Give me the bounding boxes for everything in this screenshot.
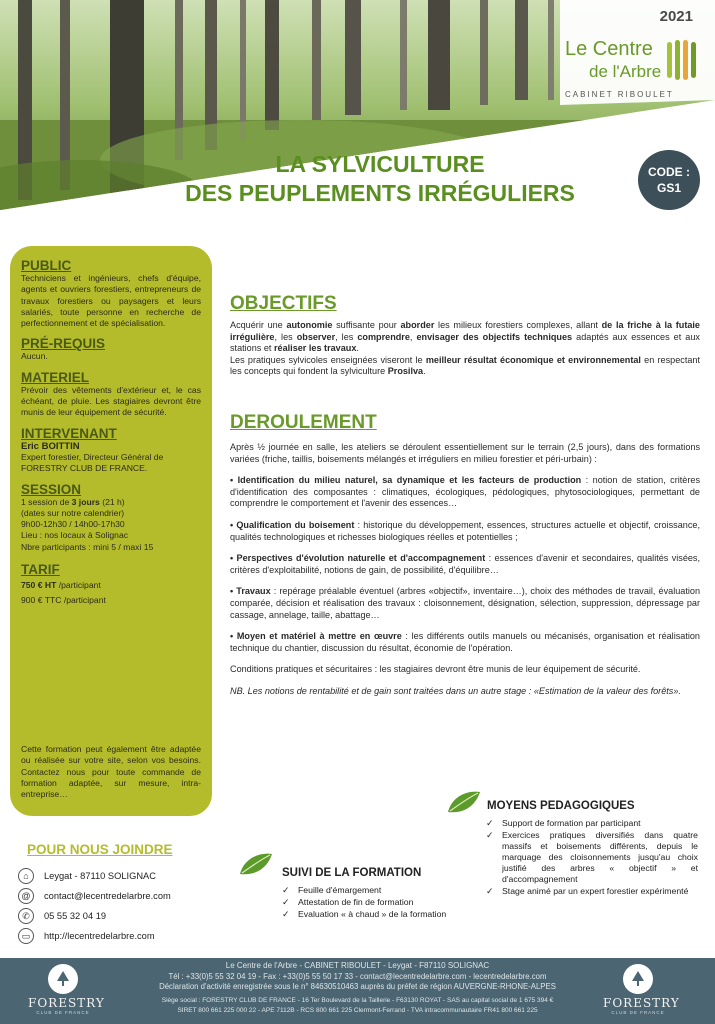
contact-address — [18, 868, 156, 884]
session-days: 1 session de 3 jours (21 h) — [21, 496, 125, 507]
course-code-badge — [638, 150, 700, 210]
list-item: ✓ Attestation de fin de formation — [282, 897, 414, 907]
check-icon: ✓ — [282, 897, 290, 907]
objectifs-body: Acquérir une autonomie suffisante pour aborder les milieux forestiers complexes, allant de la friche à la futaie irrégulière, les observer, les comprendre, envisager des objectifs techniques adaptés aux essences et aux stations et réaliser les travaux. Les pratiques sylvicoles enseignées viseront le meilleur résultat économique et environnemental en respectant les concepts qui fondent la sylviculture Prosilva. — [230, 320, 700, 377]
website-link[interactable]: http://lecentredelarbre.com — [44, 931, 155, 941]
footer-line-5: SIRET 800 661 225 000 22 - APE 7112B - RCS 800 661 225 Clermont-Ferrand - TVA intracommunautaire FR41 800 661 225 — [177, 1007, 538, 1014]
footer-logo-left: FORESTRY CLUB DE FRANCE — [28, 964, 98, 1022]
moyens-list — [486, 818, 698, 898]
objectifs-heading: OBJECTIFS — [230, 293, 337, 314]
check-icon: ✓ — [282, 909, 290, 919]
deroulement-heading: DEROULEMENT — [230, 412, 377, 433]
tree-icon — [623, 964, 653, 994]
contact-heading: POUR NOUS JOINDRE — [27, 842, 173, 857]
check-icon: ✓ — [486, 886, 494, 896]
list-item: ✓ Feuille d'émargement — [282, 885, 382, 895]
brand-name-line2: de l'Arbre — [589, 62, 662, 81]
title-line-2: DES PEUPLEMENTS IRRÉGULIERS — [185, 180, 575, 206]
session-dates: (dates sur notre calendrier) — [21, 507, 125, 518]
footer-line-4: Siège social : FORESTRY CLUB DE FRANCE - 16 Ter Boulevard de la Taillerie - F63130 ROYAT - SAS au capital social de 1 675 394 € — [161, 997, 554, 1004]
leaf-icon — [238, 852, 274, 878]
deroulement-item: • Qualification du boisement : historique du développement, essences, structures actuelle et objectif, croissance, qualités technologiques et richesses biologiques réelles et potentielles ; — [230, 519, 700, 542]
phone-link[interactable]: 05 55 32 04 19 — [44, 911, 107, 921]
address-text: Leygat - 87110 SOLIGNAC — [44, 871, 156, 881]
brand-bars-icon — [665, 38, 705, 82]
brand-name-line1: Le Centre — [565, 38, 653, 60]
check-icon: ✓ — [486, 830, 494, 840]
suivi-list — [282, 885, 462, 921]
session-hours: 9h00-12h30 / 14h00-17h30 — [21, 519, 125, 530]
code-label: CODE : — [648, 165, 690, 179]
tarif-ht: 750 € HT /participant — [21, 580, 101, 591]
list-item: ✓ Exercices pratiques diversifiés dans quatre massifs et boisements différents, depuis le marquage des cloisonnements jusqu'au choix justifié des arbres « objectif » et d'accompagnement — [486, 830, 698, 884]
list-item: ✓ Support de formation par participant — [486, 818, 641, 828]
prereq-text: Aucun. — [21, 351, 48, 362]
tarif-ttc: 900 € TTC /participant — [21, 595, 106, 606]
suivi-heading: SUIVI DE LA FORMATION — [282, 867, 422, 879]
custom-training-note: Cette formation peut également être adaptée ou réalisée sur votre site, selon vos besoins. Contactez nous pour toute commande de formation adaptée, sur mesure, intra-entreprise… — [21, 744, 201, 800]
check-icon: ✓ — [282, 885, 290, 895]
tarif-heading: TARIF — [21, 562, 60, 578]
title-line-1: LA SYLVICULTURE — [275, 151, 485, 177]
brand-logo — [565, 38, 705, 108]
deroulement-item: • Identification du milieu naturel, sa dynamique et les facteurs de production : notion de station, critères d'identification des composantes : climatiques, écologiques, pédologiques, phytosociologiques, permettant de comprendre le comportement et l'avenir des essences… — [230, 475, 700, 509]
check-icon: ✓ — [486, 818, 494, 828]
intervenant-text: Expert forestier, Directeur Général de FORESTRY CLUB DE FRANCE. — [21, 451, 164, 474]
list-item: ✓ Stage animé par un expert forestier expérimenté — [486, 886, 689, 896]
session-participants: Nbre participants : mini 5 / maxi 15 — [21, 541, 154, 552]
contact-website[interactable] — [18, 928, 155, 944]
materiel-heading: MATERIEL — [21, 369, 89, 385]
brand-subtitle: CABINET RIBOULET — [565, 90, 674, 99]
public-text: Techniciens et ingénieurs, chefs d'équipe, agents et ouvriers forestiers, entrepreneurs de travaux forestiers ou paysagers et leurs salariés, toute personne en recherche de perfectionnement et de spécialisation. — [21, 273, 201, 329]
session-place: Lieu : nos locaux à Solignac — [21, 530, 129, 541]
footer-line-1: Le Centre de l'Arbre - CABINET RIBOULET - Leygat - F87110 SOLIGNAC — [225, 961, 490, 970]
code-value: GS1 — [656, 181, 681, 195]
conditions-text: Conditions pratiques et sécuritaires : les stagiaires devront être munis de leur équipement de sécurité. — [230, 664, 641, 675]
prereq-heading: PRÉ-REQUIS — [21, 336, 106, 352]
intervenant-name: Eric BOITTIN — [21, 440, 80, 452]
deroulement-item: • Perspectives d'évolution naturelle et d'accompagnement : essences d'avenir et secondaires, qualités visées, critères d'exploitabilité, notions de gain, de possibilité, d'équilibre… — [230, 553, 701, 575]
footer — [0, 958, 715, 1024]
edition-year: 2021 — [659, 8, 693, 25]
contact-email[interactable] — [18, 888, 171, 904]
public-heading: PUBLIC — [21, 258, 72, 273]
intervenant-heading: INTERVENANT — [21, 425, 117, 441]
monitor-icon: ▭ — [18, 928, 34, 944]
email-link[interactable]: contact@lecentredelarbre.com — [44, 891, 171, 901]
deroulement-body — [230, 442, 700, 708]
materiel-text: Prévoir des vêtements d'extérieur et, le cas échéant, de pluie. Les stagiaires devront être munis de leur équipement de sécurité. — [21, 384, 201, 418]
deroulement-item: • Travaux : repérage préalable éventuel (arbres «objectif», inventaire…), choix des méthodes de travail, évaluation comparée, décision et réalisation des travaux : cloisonnement, désignation, sélection, suppression, dépressage par cassage, annelage, taille, abattage… — [230, 586, 701, 620]
email-icon: @ — [18, 888, 34, 904]
footer-line-3: Déclaration d'activité enregistrée sous le n° 84630510463 auprès du préfet de région AUVERGNE-RHONE-ALPES — [159, 982, 556, 991]
list-item: ✓ Evaluation « à chaud » de la formation — [282, 909, 447, 919]
page-title — [150, 150, 610, 208]
deroulement-intro: Après ½ journée en salle, les ateliers se déroulent essentiellement sur le terrain (2,5 jours), dans des formations variées (friche, taillis, boisements mélangés et irréguliers en milieu forestier et péri-urbain) : — [230, 442, 700, 464]
leaf-icon — [446, 790, 482, 816]
contact-phone[interactable] — [18, 908, 106, 924]
nb-note: NB. Les notions de rentabilité et de gain sont traitées dans un autre stage : «Estimation de la valeur des forêts». — [230, 685, 681, 696]
deroulement-item: • Moyen et matériel à mettre en œuvre : les différents outils manuels ou mécanisés, organisation et réalisation technique du chantier, discussion du résultat, économie de l'opération. — [230, 631, 700, 653]
moyens-heading: MOYENS PEDAGOGIQUES — [487, 800, 635, 812]
footer-logo-right: FORESTRY CLUB DE FRANCE — [603, 964, 673, 1022]
footer-line-2: Tél : +33(0)5 55 32 04 19 - Fax : +33(0)5 55 50 17 33 - contact@lecentredelarbre.com - lecentredelarbre.com — [168, 972, 547, 981]
session-heading: SESSION — [21, 481, 82, 497]
sidebar-info-panel — [10, 246, 212, 816]
location-icon: ⌂ — [18, 868, 34, 884]
phone-icon: ✆ — [18, 908, 34, 924]
